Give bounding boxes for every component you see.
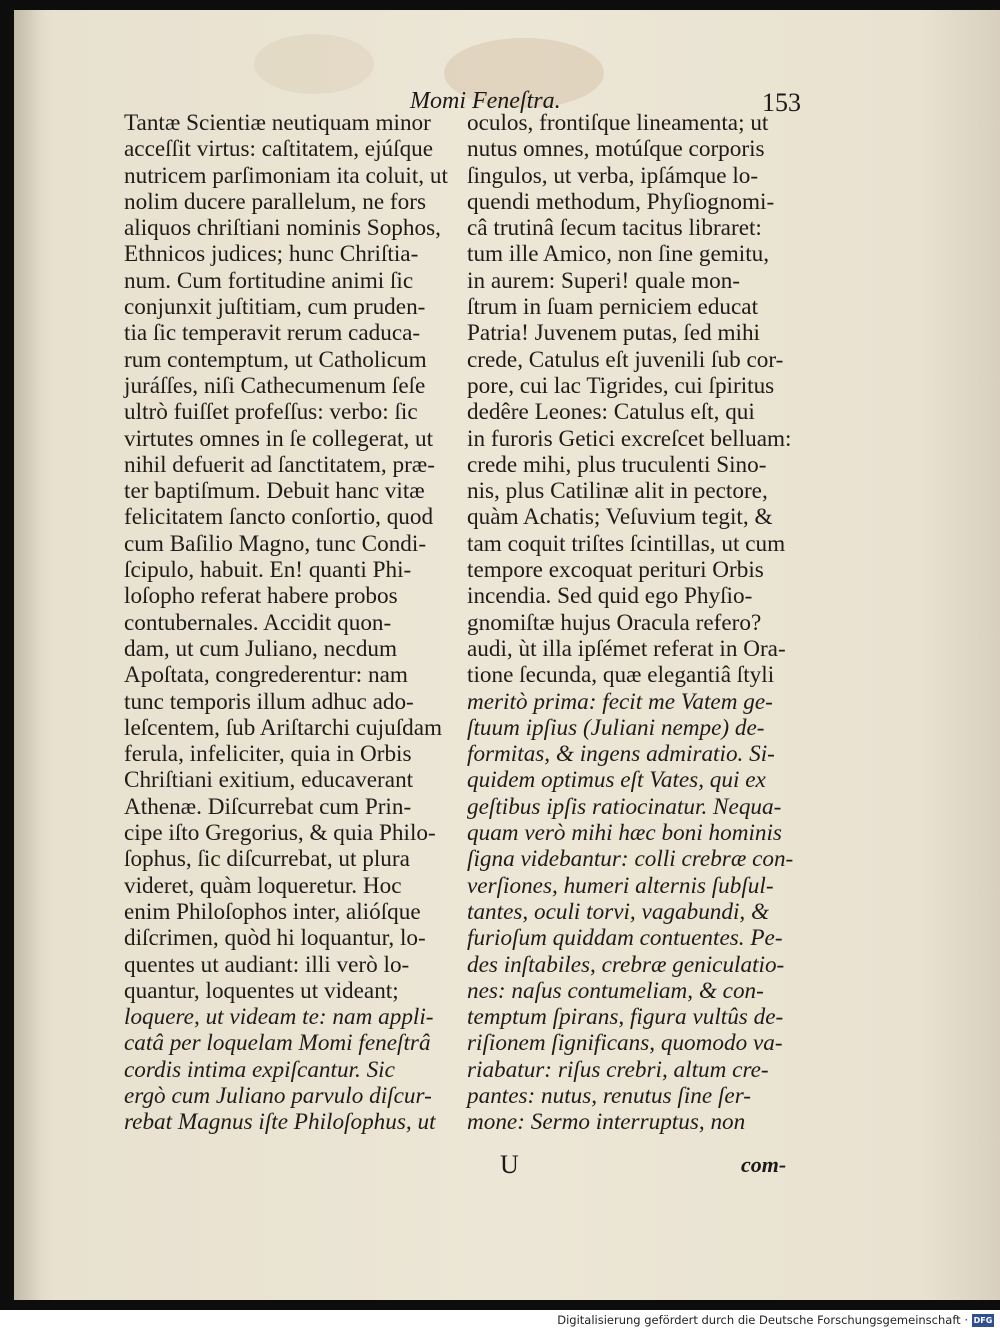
- text-line: enim Philoſophos inter, alióſque: [124, 898, 421, 925]
- running-head: Momi Feneſtra.: [410, 88, 561, 114]
- text-line: quàm Achatis; Veſuvium tegit, &: [467, 504, 773, 531]
- text-line: tum ille Amico, non ſine gemitu,: [467, 241, 770, 268]
- page-gutter-shadow: [14, 10, 42, 1300]
- dfg-logo: DFG: [973, 1316, 993, 1325]
- text-line: ſtuum ipſius (Juliani nempe) de-: [467, 714, 765, 741]
- text-line: quidem optimus eſt Vates, qui ex: [467, 767, 766, 794]
- text-line: des inſtabiles, crebræ geniculatio-: [467, 951, 785, 978]
- text-line: Tantæ Scientiæ neutiquam minor: [124, 110, 431, 136]
- text-line: nutus omnes, motúſque corporis: [467, 136, 765, 163]
- text-line: quendi methodum, Phyſiognomi-: [467, 188, 775, 215]
- text-line: câ trutinâ ſecum tacitus libraret:: [467, 215, 762, 242]
- text-line: ergò cum Juliano parvulo diſcur-: [124, 1082, 432, 1109]
- text-line: pore, cui lac Tigrides, cui ſpiritus: [467, 372, 775, 399]
- text-line: ſophus, ſic diſcurrebat, ut plura: [124, 846, 410, 873]
- text-line: crede, Catulus eſt juvenili ſub cor-: [467, 346, 784, 373]
- text-line: mone: Sermo interruptus, non: [467, 1109, 746, 1136]
- text-line: meritò prima: fecit me Vatem ge-: [467, 688, 773, 715]
- paper-stain: [254, 34, 374, 94]
- text-line: cordis intima expiſcantur. Sic: [124, 1056, 395, 1083]
- text-line: oculos, frontiſque lineamenta; ut: [467, 110, 769, 136]
- text-line: virtutes omnes in ſe collegerat, ut: [124, 425, 434, 452]
- catchword: com-: [741, 1152, 787, 1177]
- text-line: loſopho referat habere probos: [124, 583, 398, 610]
- text-line: gnomiſtæ hujus Oracula refero?: [467, 609, 762, 636]
- credit-bar: [0, 1310, 1000, 1331]
- text-line: ſcipulo, habuit. En! quanti Phi-: [124, 557, 412, 584]
- text-line: conjunxit juſtitiam, cum pruden-: [124, 294, 426, 321]
- text-line: contubernales. Accidit quon-: [124, 609, 392, 636]
- text-line: tia ſic temperavit rerum caduca-: [124, 320, 421, 347]
- text-line: catâ per loquelam Momi feneſtrâ: [124, 1030, 431, 1057]
- text-line: tantes, oculi torvi, vagabundi, &: [467, 898, 770, 925]
- text-line: videret, quàm loqueretur. Hoc: [124, 872, 402, 899]
- text-line: acceſſit virtus: caſtitatem, ejúſque: [124, 136, 434, 163]
- text-line: rebat Magnus iſte Philoſophus, ut: [124, 1109, 436, 1136]
- text-line: cum Baſilio Magno, tunc Condi-: [124, 530, 427, 557]
- text-line: nis, plus Catilinæ alit in pectore,: [467, 478, 768, 505]
- text-line: felicitatem ſancto conſortio, quod: [124, 504, 434, 531]
- text-line: Chriſtiani exitium, educaverant: [124, 767, 414, 794]
- text-line: temptum ſpirans, figura vultûs de-: [467, 1004, 784, 1031]
- text-line: pantes: nutus, renutus ſine ſer-: [467, 1082, 751, 1109]
- text-line: quentes ut audiant: illi verò lo-: [124, 951, 410, 978]
- text-line: tunc temporis illum adhuc ado-: [124, 688, 414, 715]
- signature-mark: U: [500, 1150, 519, 1179]
- text-line: rum contemptum, ut Catholicum: [124, 346, 427, 373]
- text-line: tione ſecunda, quæ elegantiâ ſtyli: [467, 662, 775, 689]
- text-line: num. Cum fortitudine animi ſic: [124, 267, 414, 294]
- text-line: ſingulos, ut verba, ipſámque lo-: [467, 162, 759, 189]
- text-line: Athenæ. Diſcurrebat cum Prin-: [124, 793, 412, 820]
- text-line: nolim ducere parallelum, ne fors: [124, 188, 426, 215]
- text-line: Apoſtata, congrederentur: nam: [124, 662, 408, 689]
- text-line: formitas, & ingens admiratio. Si-: [467, 741, 775, 768]
- text-line: audi, ùt illa ipſémet referat in Ora-: [467, 635, 786, 662]
- text-line: nutricem parſimoniam ita coluit, ut: [124, 162, 448, 189]
- text-line: in furoris Getici excreſcet belluam:: [467, 425, 792, 452]
- text-column-right: [467, 110, 797, 1136]
- funding-credit: Digitalisierung gefördert durch die Deutsche Forschungsgemeinschaft ·: [557, 1313, 968, 1327]
- text-line: ferula, infeliciter, quia in Orbis: [124, 741, 412, 768]
- text-line: dam, ut cum Juliano, necdum: [124, 635, 398, 662]
- text-line: verſiones, humeri alternis ſubſul-: [467, 872, 774, 899]
- text-line: nes: naſus contumeliam, & con-: [467, 977, 764, 1004]
- text-line: incendia. Sed quid ego Phyſio-: [467, 583, 753, 610]
- text-line: riabatur: riſus crebri, altum cre-: [467, 1056, 769, 1083]
- text-line: riſionem ſignificans, quomodo va-: [467, 1030, 783, 1057]
- text-line: in aurem: Superi! quale mon-: [467, 267, 741, 294]
- text-line: loquere, ut videam te: nam appli-: [124, 1004, 434, 1031]
- text-line: tempore excoquat perituri Orbis: [467, 557, 764, 584]
- text-line: Ethnicos judices; hunc Chriſtia-: [124, 241, 419, 268]
- text-line: Patria! Juvenem putas, ſed mihi: [467, 320, 761, 347]
- text-line: nihil defuerit ad ſanctitatem, præ-: [124, 451, 435, 478]
- page-footer: [0, 1150, 1000, 1184]
- text-line: quam verò mihi hæc boni hominis: [467, 820, 782, 847]
- text-line: ſigna videbantur: colli crebræ con-: [467, 846, 794, 873]
- text-line: ter baptiſmum. Debuit hanc vitæ: [124, 478, 425, 505]
- page-number: 153: [762, 88, 801, 117]
- text-line: tam coquit triſtes ſcintillas, ut cum: [467, 530, 786, 557]
- text-line: ultrò fuiſſet profeſſus: verbo: ſic: [124, 399, 418, 426]
- text-column-left: [124, 110, 454, 1136]
- text-line: ſtrum in ſuam perniciem educat: [467, 294, 759, 321]
- text-line: furioſum quiddam contuentes. Pe-: [467, 925, 783, 952]
- text-line: leſcentem, ſub Ariſtarchi cujuſdam: [124, 714, 443, 741]
- text-line: juráſſes, niſi Cathecumenum ſeſe: [124, 372, 426, 399]
- text-line: diſcrimen, quòd hi loquantur, lo-: [124, 925, 426, 952]
- text-line: cipe iſto Gregorius, & quia Philo-: [124, 820, 436, 847]
- text-line: quantur, loquentes ut videant;: [124, 977, 399, 1004]
- text-line: dedêre Leones: Catulus eſt, qui: [467, 399, 755, 426]
- text-line: geſtibus ipſis ratiocinatur. Nequa-: [467, 793, 782, 820]
- text-line: aliquos chriſtiani nominis Sophos,: [124, 215, 441, 242]
- text-line: crede mihi, plus truculenti Sino-: [467, 451, 767, 478]
